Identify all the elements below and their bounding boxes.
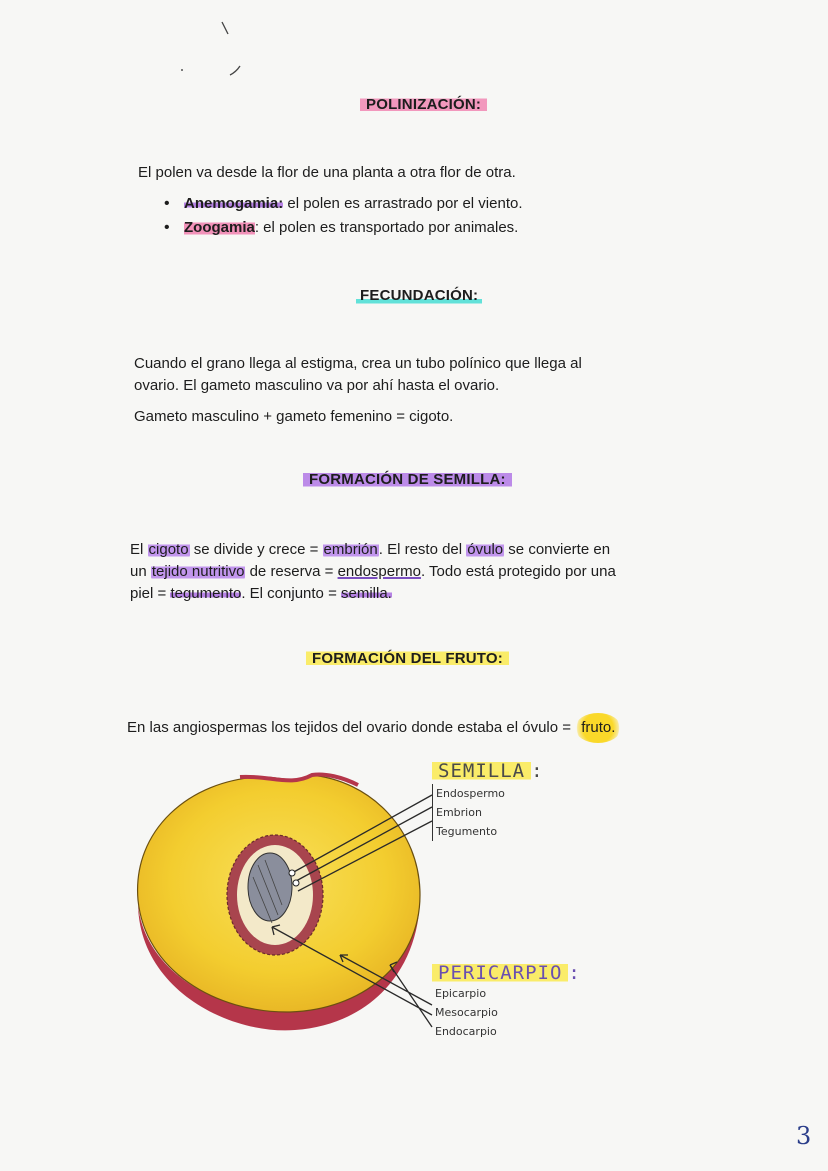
semilla-line-3: piel = tegumento. El conjunto = semilla. bbox=[130, 585, 392, 602]
pericarpio-title: PERICARPIO : bbox=[432, 962, 581, 984]
semilla-parts-list bbox=[432, 784, 544, 841]
section-title-fecundacion: FECUNDACIÓN: bbox=[356, 287, 482, 304]
label-mesocarpio: Mesocarpio bbox=[435, 1006, 498, 1019]
semilla-line-2: un tejido nutritivo de reserva = endospermo. Todo está protegido por una bbox=[130, 563, 616, 580]
polinizacion-list bbox=[160, 192, 523, 240]
semilla-title: SEMILLA : bbox=[432, 760, 544, 782]
section-title-fruto: FORMACIÓN DEL FRUTO: bbox=[306, 650, 509, 667]
section-title-semilla: FORMACIÓN DE SEMILLA: bbox=[303, 471, 512, 488]
pericarpio-parts-list bbox=[432, 984, 581, 1041]
label-embrion: Embrion bbox=[436, 806, 482, 819]
fruit-diagram bbox=[120, 755, 440, 1045]
pen-marks-decoration bbox=[170, 20, 260, 80]
fecundacion-equation: Gameto masculino + gameto femenino = cigoto. bbox=[134, 408, 454, 425]
list-item-anemogamia: • Anemogamia: el polen es arrastrado por el viento. bbox=[160, 192, 523, 216]
fruto-highlight: fruto. bbox=[575, 713, 621, 743]
label-epicarpio: Epicarpio bbox=[435, 987, 487, 1000]
label-endospermo: Endospermo bbox=[436, 787, 505, 800]
label-tegumento: Tegumento bbox=[436, 825, 498, 838]
fruto-sentence: En las angiospermas los tejidos del ovario donde estaba el óvulo = fruto. bbox=[127, 713, 621, 743]
section-title-polinizacion: POLINIZACIÓN: bbox=[360, 96, 487, 113]
semilla-line-1: El cigoto se divide y crece = embrión. El resto del óvulo se convierte en bbox=[130, 541, 611, 558]
label-endocarpio: Endocarpio bbox=[435, 1025, 497, 1038]
fecundacion-paragraph: Cuando el grano llega al estigma, crea un tubo polínico que llega al ovario. El gameto masculino va por ahí hasta el ovario. bbox=[134, 355, 582, 394]
polinizacion-intro: El polen va desde la flor de una planta a otra flor de otra. bbox=[138, 164, 516, 181]
semilla-label-group bbox=[432, 760, 544, 841]
semilla-paragraph bbox=[130, 539, 730, 605]
pericarpio-label-group bbox=[432, 962, 581, 1041]
list-item-zoogamia: • Zoogamia: el polen es transportado por animales. bbox=[160, 216, 523, 240]
seed-embryo bbox=[248, 853, 292, 921]
page-number: 3 bbox=[796, 1122, 812, 1150]
